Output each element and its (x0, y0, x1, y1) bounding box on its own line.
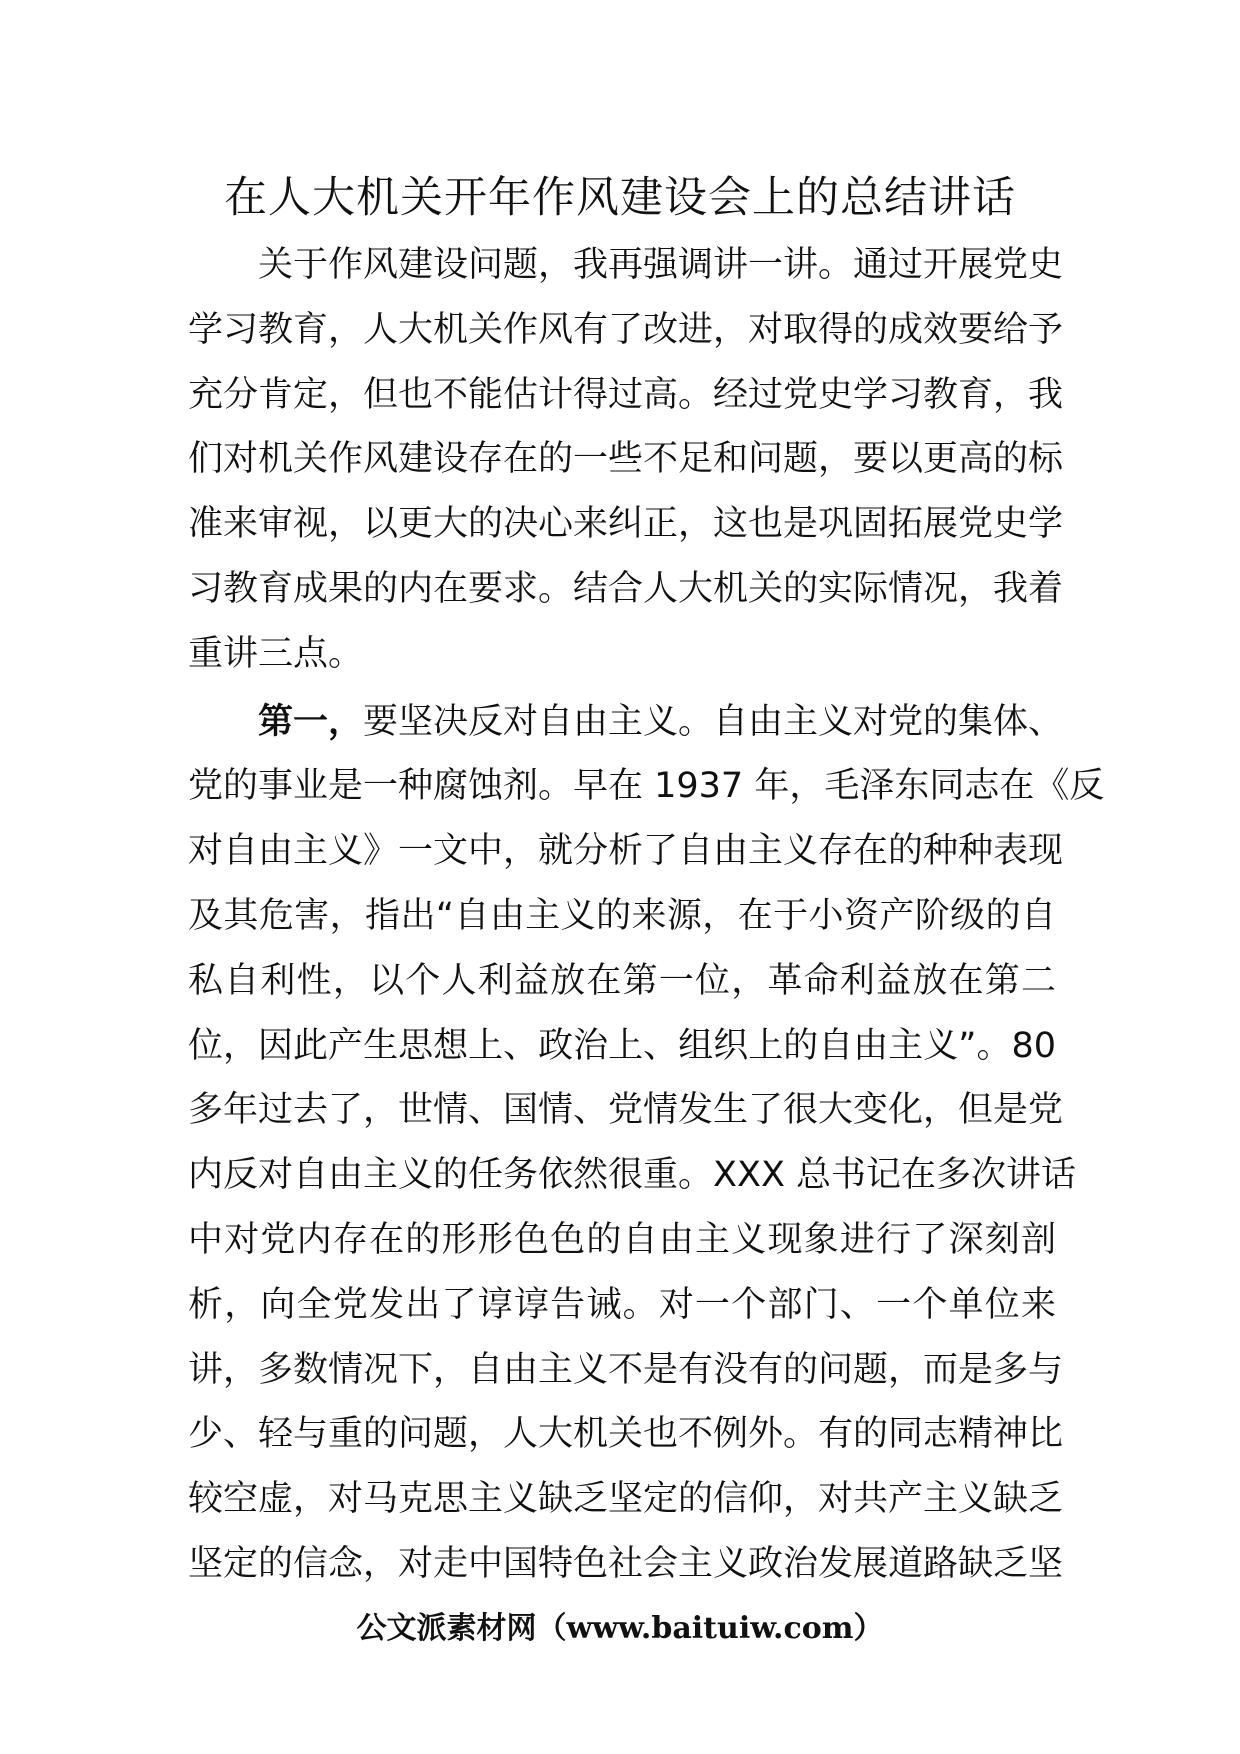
paragraph-1-line-2: 学习教育，人大机关作风有了改进，对取得的成效要给予 (188, 309, 1064, 350)
footer-watermark: 公文派素材网（www.baituiw.com） (356, 1611, 884, 1646)
document-body (188, 233, 1105, 1597)
document-title: 在人大机关开年作风建设会上的总结讲话 (224, 173, 1016, 223)
paragraph-2-line-8: 内反对自由主义的任务依然很重。XXX 总书记在多次讲话 (188, 1155, 1077, 1196)
paragraph-2-line-10: 析，向全党发出了谆谆告诫。对一个部门、一个单位来 (188, 1284, 1056, 1325)
paragraph-2-line-12: 少、轻与重的问题，人大机关也不例外。有的同志精神比 (188, 1414, 1064, 1455)
paragraph-2-line-5: 私自利性，以个人利益放在第一位，革命利益放在第二 (188, 960, 1056, 1001)
paragraph-2-line-13: 较空虚，对马克思主义缺乏坚定的信仰，对共产主义缺乏 (188, 1479, 1064, 1520)
paragraph-1-line-7: 重讲三点。 (188, 633, 364, 674)
paragraph-2-line-9: 中对党内存在的形形色色的自由主义现象进行了深刻剖 (188, 1219, 1056, 1260)
paragraph-1-line-1: 关于作风建设问题，我再强调讲一讲。通过开展党史 (258, 245, 1064, 285)
paragraph-2-line-6: 位，因此产生思想上、政治上、组织上的自由主义”。80 (188, 1025, 1056, 1066)
paragraph-1-line-5: 准来审视，以更大的决心来纠正，这也是巩固拓展党史学 (188, 504, 1064, 545)
paragraph-2-line-4: 及其危害，指出“自由主义的来源，在于小资产阶级的自 (188, 895, 1056, 936)
paragraph-2-line-7: 多年过去了，世情、国情、党情发生了很大变化，但是党 (188, 1090, 1064, 1131)
paragraph-1-line-3: 充分肯定，但也不能估计得过高。经过党史学习教育，我 (188, 374, 1064, 415)
paragraph-2-line-11: 讲，多数情况下，自由主义不是有没有的问题，而是多与 (188, 1349, 1064, 1390)
paragraph-2-line-14: 坚定的信念，对走中国特色社会主义政治发展道路缺乏坚 (188, 1543, 1064, 1584)
paragraph-1-line-6: 习教育成果的内在要求。结合人大机关的实际情况，我着 (188, 568, 1064, 609)
paragraph-2-line-1 (188, 690, 1064, 755)
paragraph-2-line-3: 对自由主义》一文中，就分析了自由主义存在的种种表现 (188, 831, 1064, 872)
paragraph-1-line-4: 们对机关作风建设存在的一些不足和问题，要以更高的标 (188, 439, 1064, 480)
paragraph-2-line-2: 党的事业是一种腐蚀剂。早在 1937 年，毛泽东同志在《反 (188, 766, 1105, 807)
paragraph-2-line-1-text: 要坚决反对自由主义。自由主义对党的集体、 (363, 701, 1064, 742)
paragraph-2-lead: 第一， (258, 701, 364, 742)
